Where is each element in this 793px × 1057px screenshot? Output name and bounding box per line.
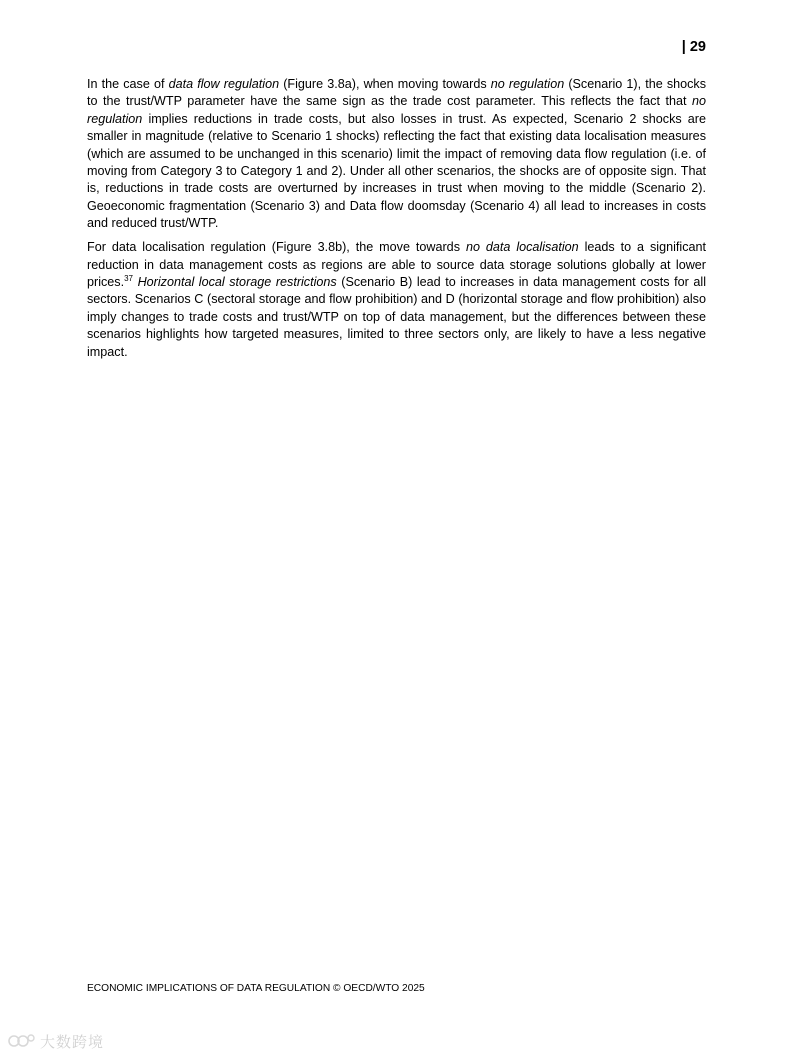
watermark: [8, 1030, 104, 1052]
paragraph-data-localisation-regulation: [87, 239, 706, 361]
watermark-logo-icon: [8, 1032, 36, 1050]
page-footer: ECONOMIC IMPLICATIONS OF DATA REGULATION © OECD/WTO 2025: [87, 983, 425, 994]
page-number: | 29: [681, 39, 706, 55]
text-segment: (Scenario B) lead to increases in data management costs for all sectors. Scenarios C (sectoral storage and flow prohibition) and D (horizontal storage and flow prohibition) also imply changes to trade costs and trust/WTP on top of data management, but the differences between these scenarios highlights how targeted measures, limited to three sectors only, are likely to have a less negative impact.: [87, 274, 707, 359]
text-segment: For data localisation regulation (Figure 3.8b), the move towards: [87, 240, 466, 255]
italic-term: data flow regulation: [168, 77, 280, 91]
text-segment: (Scenario 1), the shocks to the trust/WTP parameter have the same sign as the trade cost parameter. This reflects the fact that: [87, 77, 707, 109]
paragraph-data-flow-regulation: [87, 76, 706, 233]
footnote-reference[interactable]: 37: [124, 273, 133, 283]
body-text: [87, 76, 706, 368]
watermark-text: 大数跨境: [40, 1033, 105, 1051]
text-segment: (Figure 3.8a), when moving towards: [279, 77, 491, 91]
text-segment: In the case of: [87, 77, 169, 91]
italic-term: no regulation: [87, 94, 706, 126]
text-segment: implies reductions in trade costs, but also losses in trust. As expected, Scenario 2 shocks are smaller in magnitude (relative to Scenario 1 shocks) reflecting the fact that existing data localisation measures (which are assumed to be unchanged in this scenario) limit the impact of removing data flow regulation (i.e. of moving from Category 3 to Category 1 and 2). Under all other scenarios, the shocks are of opposite sign. That is, reductions in trade costs are overturned by increases in trust when moving to the middle (Scenario 2). Geoeconomic fragmentation (Scenario 3) and Data flow doomsday (Scenario 4) all lead to increases in costs and reduced trust/WTP.: [87, 111, 706, 231]
italic-term: Horizontal local storage restrictions: [137, 274, 337, 289]
italic-term: no regulation: [490, 77, 565, 91]
text-segment: leads to a significant reduction in data management costs as regions are able to source data storage solutions globally at lower prices.: [87, 240, 706, 289]
italic-term: no data localisation: [465, 240, 579, 255]
